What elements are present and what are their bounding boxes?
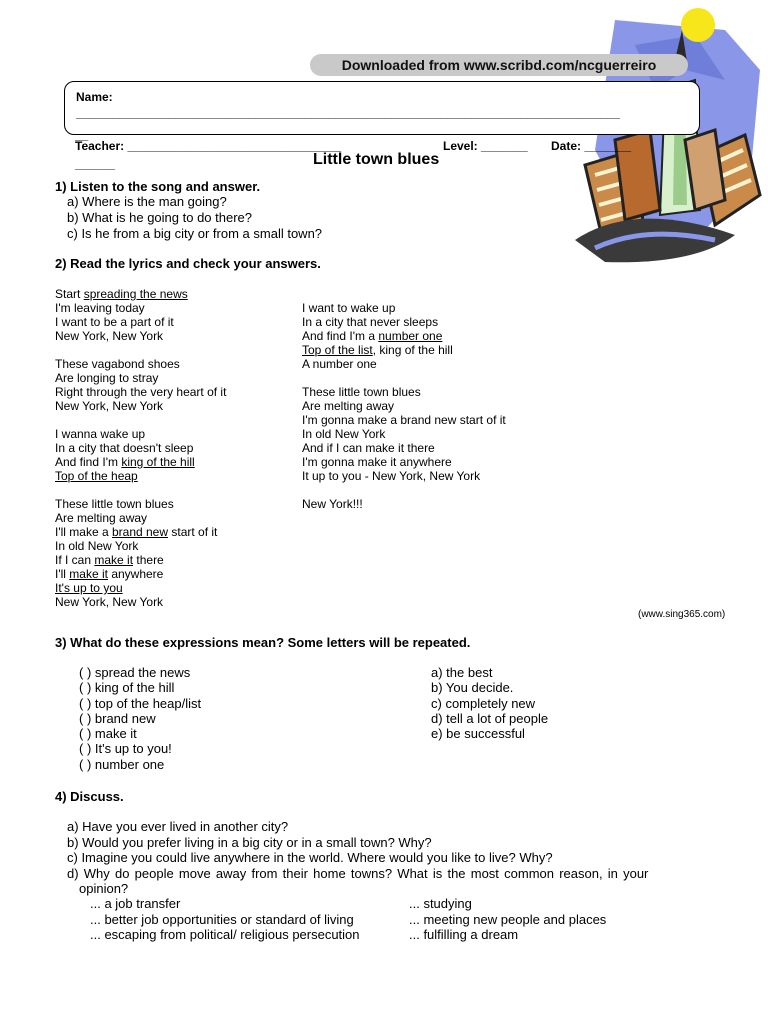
- name-label: Name:: [76, 90, 113, 104]
- lyric-text: These vagabond shoes: [55, 357, 180, 371]
- lyric-text: I'll make a: [55, 525, 112, 539]
- meaning-item: d) tell a lot of people: [431, 710, 549, 726]
- reasons-list-right: [409, 896, 606, 943]
- lyric-line: [302, 455, 506, 469]
- lyric-line: [55, 581, 226, 595]
- expression-item[interactable]: ( ) It's up to you!: [79, 741, 172, 757]
- lyric-text: New York, New York: [55, 399, 164, 413]
- meaning-item: b) You decide.: [431, 680, 514, 696]
- lyric-line: [302, 399, 506, 413]
- lyric-text: New York!!!: [302, 497, 363, 511]
- date-line-tail: ______: [75, 157, 116, 171]
- lyric-line: [302, 343, 506, 357]
- lyric-text: Start: [55, 287, 84, 301]
- lyric-line: [55, 441, 226, 455]
- expression-item[interactable]: ( ) make it: [79, 726, 137, 742]
- lyric-text: New York, New York: [55, 595, 164, 609]
- lyric-line: [302, 483, 506, 497]
- lyric-line: [302, 315, 506, 329]
- lyric-line: [302, 301, 506, 315]
- lyric-line: [302, 469, 506, 483]
- lyric-text: In old New York: [302, 427, 386, 441]
- lyric-text: Are melting away: [302, 399, 395, 413]
- lyric-line: [302, 413, 506, 427]
- section1-heading: 1) Listen to the song and answer.: [55, 179, 261, 194]
- lyric-line: [55, 301, 226, 315]
- reason-item: ... a job transfer: [90, 896, 181, 911]
- level-field[interactable]: Level: _______: [443, 139, 528, 153]
- lyric-line: [55, 469, 226, 483]
- discussion-questions: [67, 819, 648, 897]
- lyric-line: [55, 567, 226, 581]
- reason-item: ... fulfilling a dream: [409, 927, 519, 942]
- lyric-text: These little town blues: [55, 497, 174, 511]
- lyric-text: I'm leaving today: [55, 301, 145, 315]
- lyrics-column-2: [302, 301, 506, 511]
- name-line[interactable]: ________________________________________________________________________________________: [76, 106, 620, 120]
- meanings-list: [431, 665, 548, 741]
- lyric-text: I want to be a part of it: [55, 315, 174, 329]
- page-title: Little town blues: [313, 151, 440, 168]
- lyric-line: [302, 371, 506, 385]
- section1-questions: [67, 194, 322, 242]
- lyric-line: [55, 455, 226, 469]
- lyric-line: [302, 357, 506, 371]
- lyric-text: anywhere: [107, 567, 164, 581]
- teacher-field[interactable]: Teacher: ________________________________: [75, 139, 342, 153]
- lyric-text: I wanna wake up: [55, 427, 146, 441]
- lyric-line: [55, 371, 226, 385]
- highlighted-expression: king of the hill: [121, 455, 195, 469]
- lyric-text: I'm gonna make a brand new start of it: [302, 413, 506, 427]
- lyric-text: A number one: [302, 357, 377, 371]
- lyric-text: Are longing to stray: [55, 371, 159, 385]
- lyric-text: Are melting away: [55, 511, 148, 525]
- lyric-text: If I can: [55, 553, 95, 567]
- expressions-list: [79, 665, 201, 772]
- lyric-line: [55, 595, 226, 609]
- question-item: c) Is he from a big city or from a small town?: [67, 226, 323, 241]
- highlighted-expression: spreading the news: [83, 287, 188, 301]
- meaning-item: a) the best: [431, 665, 493, 680]
- lyric-line: [55, 343, 226, 357]
- city-clipart-illustration: [575, 0, 768, 270]
- expression-item[interactable]: ( ) king of the hill: [79, 680, 175, 696]
- discussion-item: d) Why do people move away from their home towns? What is the most common reason, in your: [67, 865, 649, 881]
- lyric-text: I'm gonna make it anywhere: [302, 455, 452, 469]
- lyric-line: [55, 329, 226, 343]
- date-field[interactable]: Date: _______: [551, 139, 632, 153]
- lyric-line: [55, 427, 226, 441]
- lyric-line: [55, 385, 226, 399]
- question-item: a) Where is the man going?: [67, 194, 227, 209]
- name-line-tail: __: [75, 128, 89, 142]
- lyric-text: Right through the very heart of it: [55, 385, 227, 399]
- lyric-line: [302, 427, 506, 441]
- lyric-text: , king of the hill: [372, 343, 453, 357]
- section2-heading: 2) Read the lyrics and check your answers.: [55, 256, 321, 271]
- lyric-line: [302, 385, 506, 399]
- highlighted-expression: number one: [378, 329, 443, 343]
- highlighted-expression: Top of the list: [302, 343, 373, 357]
- lyric-line: [55, 553, 226, 567]
- highlighted-expression: make it: [94, 553, 134, 567]
- section3-heading: 3) What do these expressions mean? Some letters will be repeated.: [55, 635, 471, 650]
- section4-heading: 4) Discuss.: [55, 789, 124, 804]
- lyric-line: [55, 413, 226, 427]
- lyric-text: And if I can make it there: [302, 441, 435, 455]
- lyric-line: [302, 497, 506, 511]
- highlighted-expression: make it: [69, 567, 108, 581]
- download-banner[interactable]: Downloaded from www.scribd.com/ncguerreiro: [310, 54, 688, 76]
- highlighted-expression: brand new: [111, 525, 169, 539]
- lyric-line: [55, 483, 226, 497]
- lyric-text: I'll: [55, 567, 70, 581]
- reason-item: ... better job opportunities or standard of living: [90, 911, 354, 927]
- lyric-line: [55, 315, 226, 329]
- lyric-text: In a city that never sleeps: [302, 315, 439, 329]
- lyric-text: start of it: [168, 525, 218, 539]
- discussion-item: opinion?: [79, 881, 129, 896]
- expression-item[interactable]: ( ) number one: [79, 756, 165, 772]
- lyric-line: [55, 539, 226, 553]
- highlighted-expression: It's up to you: [55, 581, 123, 595]
- lyric-text: These little town blues: [302, 385, 421, 399]
- lyric-line: [55, 511, 226, 525]
- expression-item[interactable]: ( ) brand new: [79, 710, 156, 726]
- lyric-text: In a city that doesn't sleep: [55, 441, 194, 455]
- highlighted-expression: Top of the heap: [55, 469, 138, 483]
- question-item: b) What is he going to do there?: [67, 210, 253, 225]
- lyric-line: [55, 525, 226, 539]
- lyric-text: there: [133, 553, 164, 567]
- reasons-list-left: [90, 896, 360, 943]
- lyric-line: [55, 287, 226, 301]
- lyric-text: New York, New York: [55, 329, 164, 343]
- lyric-text: In old New York: [55, 539, 139, 553]
- lyrics-source: (www.sing365.com): [638, 609, 726, 620]
- discussion-item: c) Imagine you could live anywhere in the world. Where would you like to live? Why?: [67, 850, 553, 865]
- reason-item: ... meeting new people and places: [409, 911, 607, 927]
- discussion-item: a) Have you ever lived in another city?: [67, 819, 289, 834]
- lyric-line: [55, 357, 226, 371]
- reason-item: ... escaping from political/ religious persecution: [90, 927, 360, 942]
- lyrics-column-1: [55, 287, 226, 609]
- lyric-line: [55, 497, 226, 511]
- expression-item[interactable]: ( ) top of the heap/list: [79, 695, 202, 711]
- lyric-text: I want to wake up: [302, 301, 396, 315]
- expression-item[interactable]: ( ) spread the news: [79, 665, 191, 680]
- student-info-box: [64, 81, 700, 135]
- lyric-text: It up to you - New York, New York: [302, 469, 481, 483]
- lyric-text: And find I'm: [55, 455, 122, 469]
- lyric-line: [55, 399, 226, 413]
- reason-item: ... studying: [409, 896, 472, 911]
- meaning-item: c) completely new: [431, 695, 536, 711]
- meaning-item: e) be successful: [431, 726, 525, 742]
- lyric-line: [302, 329, 506, 343]
- lyric-line: [302, 441, 506, 455]
- discussion-item: b) Would you prefer living in a big city or in a small town? Why?: [67, 834, 432, 850]
- lyric-text: And find I'm a: [302, 329, 379, 343]
